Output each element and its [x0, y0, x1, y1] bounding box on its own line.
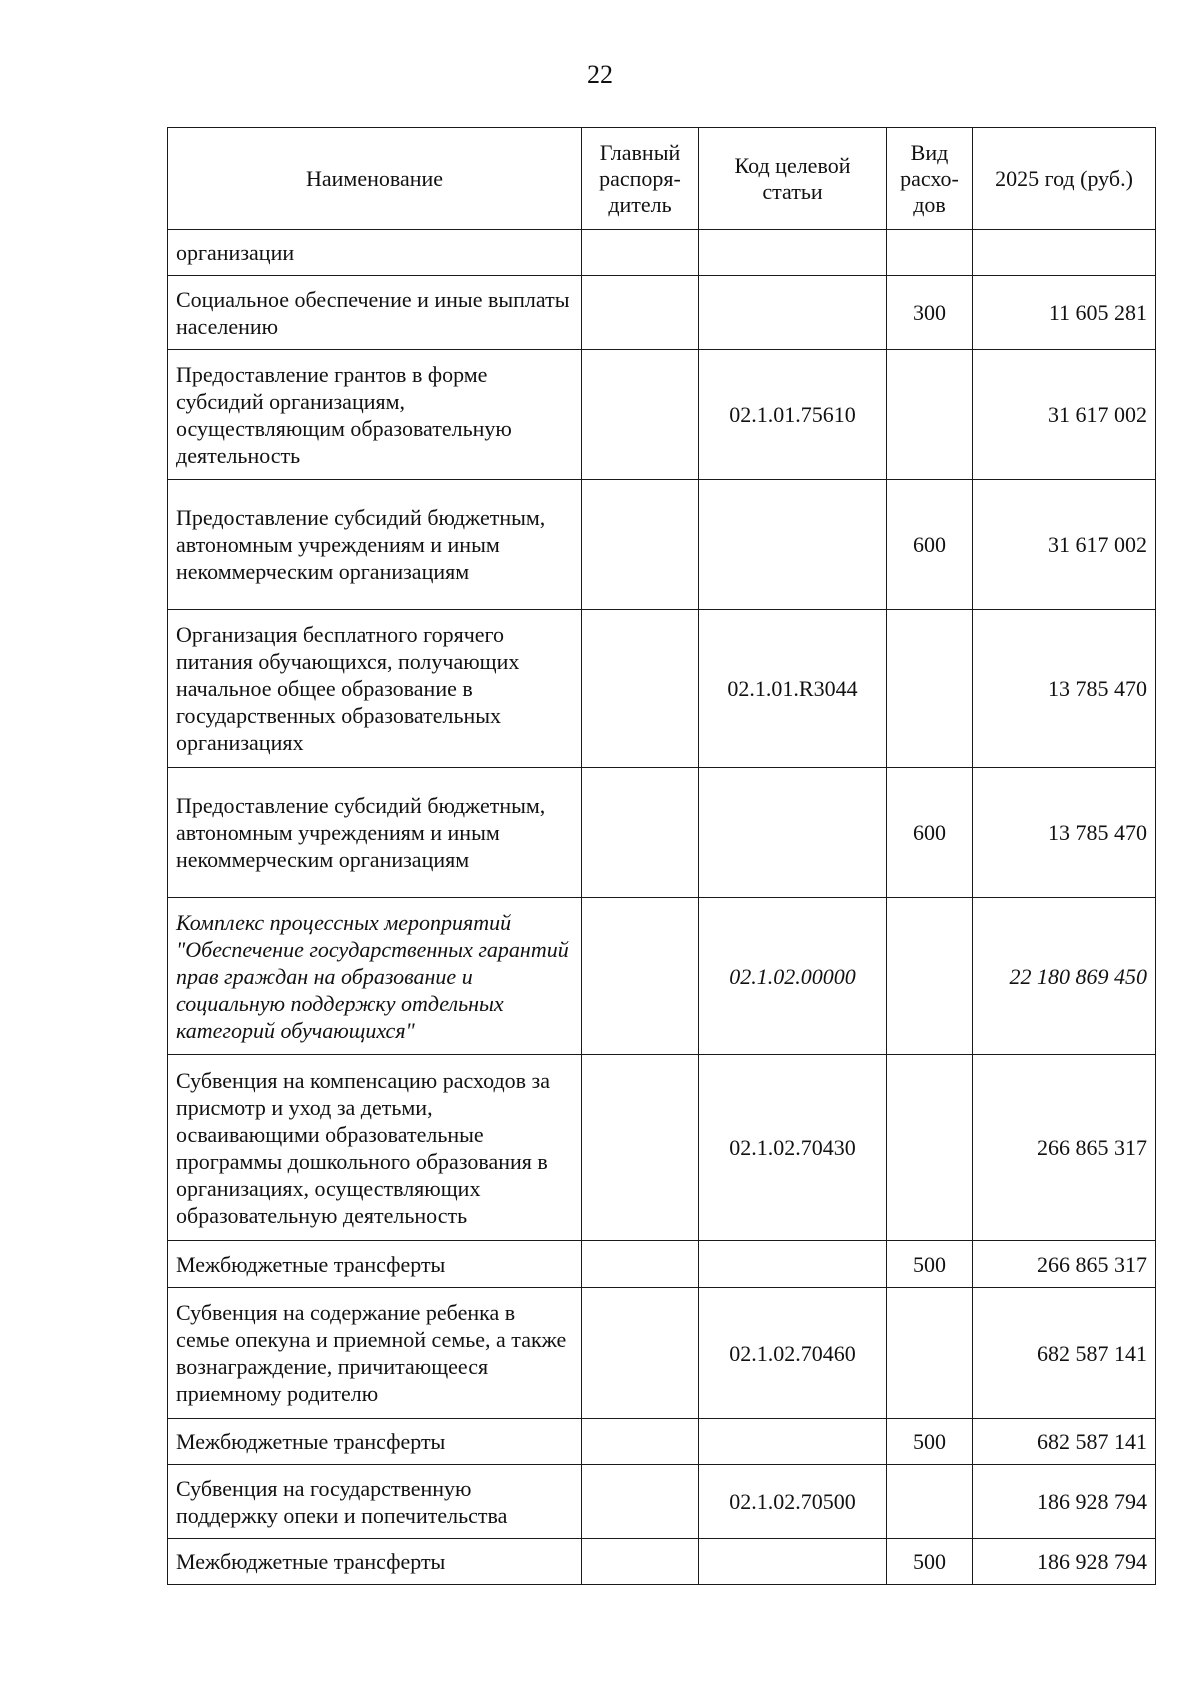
table-row [168, 1241, 1156, 1288]
cell-name: организации [168, 230, 582, 276]
cell-name: Межбюджетные трансферты [168, 1539, 582, 1585]
cell-admin [582, 1288, 699, 1419]
cell-code: 02.1.01.R3044 [699, 610, 887, 768]
cell-admin [582, 1539, 699, 1585]
page-number: 22 [587, 60, 613, 89]
cell-code [699, 1539, 887, 1585]
table-row [168, 1419, 1156, 1465]
cell-code: 02.1.01.75610 [699, 350, 887, 480]
cell-kind [887, 350, 973, 480]
cell-kind: 500 [887, 1241, 973, 1288]
cell-name: Предоставление субсидий бюджетным, автономным учреждениям и иным некоммерческим организациям [168, 768, 582, 898]
cell-kind [887, 610, 973, 768]
header-kind: Вид расхо-дов [887, 128, 973, 230]
cell-code [699, 768, 887, 898]
cell-amount: 22 180 869 450 [973, 898, 1156, 1055]
cell-kind [887, 1055, 973, 1241]
cell-admin [582, 1465, 699, 1539]
cell-code [699, 230, 887, 276]
cell-code: 02.1.02.70430 [699, 1055, 887, 1241]
cell-admin [582, 230, 699, 276]
table-row [168, 1288, 1156, 1419]
cell-name: Субвенция на содержание ребенка в семье опекуна и приемной семье, а также вознаграждение, причитающееся приемному родителю [168, 1288, 582, 1419]
cell-name: Предоставление грантов в форме субсидий организациям, осуществляющим образовательную деятельность [168, 350, 582, 480]
table-row [168, 1055, 1156, 1241]
header-code: Код целевой статьи [699, 128, 887, 230]
cell-code: 02.1.02.00000 [699, 898, 887, 1055]
cell-name: Организация бесплатного горячего питания обучающихся, получающих начальное общее образование в государственных образовательных организациях [168, 610, 582, 768]
cell-name: Субвенция на государственную поддержку опеки и попечительства [168, 1465, 582, 1539]
cell-amount: 13 785 470 [973, 768, 1156, 898]
cell-kind: 300 [887, 276, 973, 350]
cell-code: 02.1.02.70460 [699, 1288, 887, 1419]
header-amount: 2025 год (руб.) [973, 128, 1156, 230]
table-body [168, 230, 1156, 1585]
cell-name: Комплекс процессных мероприятий "Обеспечение государственных гарантий прав граждан на образование и социальную поддержку отдельных категорий обучающихся" [168, 898, 582, 1055]
cell-name: Субвенция на компенсацию расходов за присмотр и уход за детьми, осваивающими образовательные программы дошкольного образования в организациях, осуществляющих образовательную деятельность [168, 1055, 582, 1241]
cell-code [699, 480, 887, 610]
header-admin: Главный распоря-дитель [582, 128, 699, 230]
table-header-row [168, 128, 1156, 230]
cell-code [699, 1241, 887, 1288]
table-row [168, 1465, 1156, 1539]
table-row [168, 1539, 1156, 1585]
cell-name: Межбюджетные трансферты [168, 1241, 582, 1288]
cell-amount: 682 587 141 [973, 1419, 1156, 1465]
budget-table [167, 127, 1156, 1585]
cell-kind [887, 1465, 973, 1539]
table-row [168, 768, 1156, 898]
cell-name: Предоставление субсидий бюджетным, автономным учреждениям и иным некоммерческим организациям [168, 480, 582, 610]
cell-kind [887, 898, 973, 1055]
cell-amount: 266 865 317 [973, 1055, 1156, 1241]
cell-kind: 600 [887, 480, 973, 610]
cell-amount: 186 928 794 [973, 1539, 1156, 1585]
header-name: Наименование [168, 128, 582, 230]
cell-admin [582, 1055, 699, 1241]
cell-admin [582, 768, 699, 898]
cell-admin [582, 1241, 699, 1288]
cell-admin [582, 898, 699, 1055]
cell-amount: 31 617 002 [973, 350, 1156, 480]
cell-admin [582, 1419, 699, 1465]
table-row [168, 276, 1156, 350]
table-row [168, 610, 1156, 768]
cell-kind: 600 [887, 768, 973, 898]
cell-amount: 31 617 002 [973, 480, 1156, 610]
cell-admin [582, 350, 699, 480]
table-row [168, 230, 1156, 276]
cell-code: 02.1.02.70500 [699, 1465, 887, 1539]
cell-kind [887, 1288, 973, 1419]
cell-amount: 186 928 794 [973, 1465, 1156, 1539]
table-row [168, 898, 1156, 1055]
cell-name: Межбюджетные трансферты [168, 1419, 582, 1465]
cell-amount: 13 785 470 [973, 610, 1156, 768]
cell-amount: 682 587 141 [973, 1288, 1156, 1419]
cell-amount: 266 865 317 [973, 1241, 1156, 1288]
cell-name: Социальное обеспечение и иные выплаты населению [168, 276, 582, 350]
cell-kind [887, 230, 973, 276]
cell-kind: 500 [887, 1419, 973, 1465]
table-row [168, 350, 1156, 480]
cell-admin [582, 610, 699, 768]
cell-kind: 500 [887, 1539, 973, 1585]
table-row [168, 480, 1156, 610]
cell-amount [973, 230, 1156, 276]
cell-admin [582, 276, 699, 350]
cell-amount: 11 605 281 [973, 276, 1156, 350]
cell-code [699, 1419, 887, 1465]
cell-code [699, 276, 887, 350]
cell-admin [582, 480, 699, 610]
